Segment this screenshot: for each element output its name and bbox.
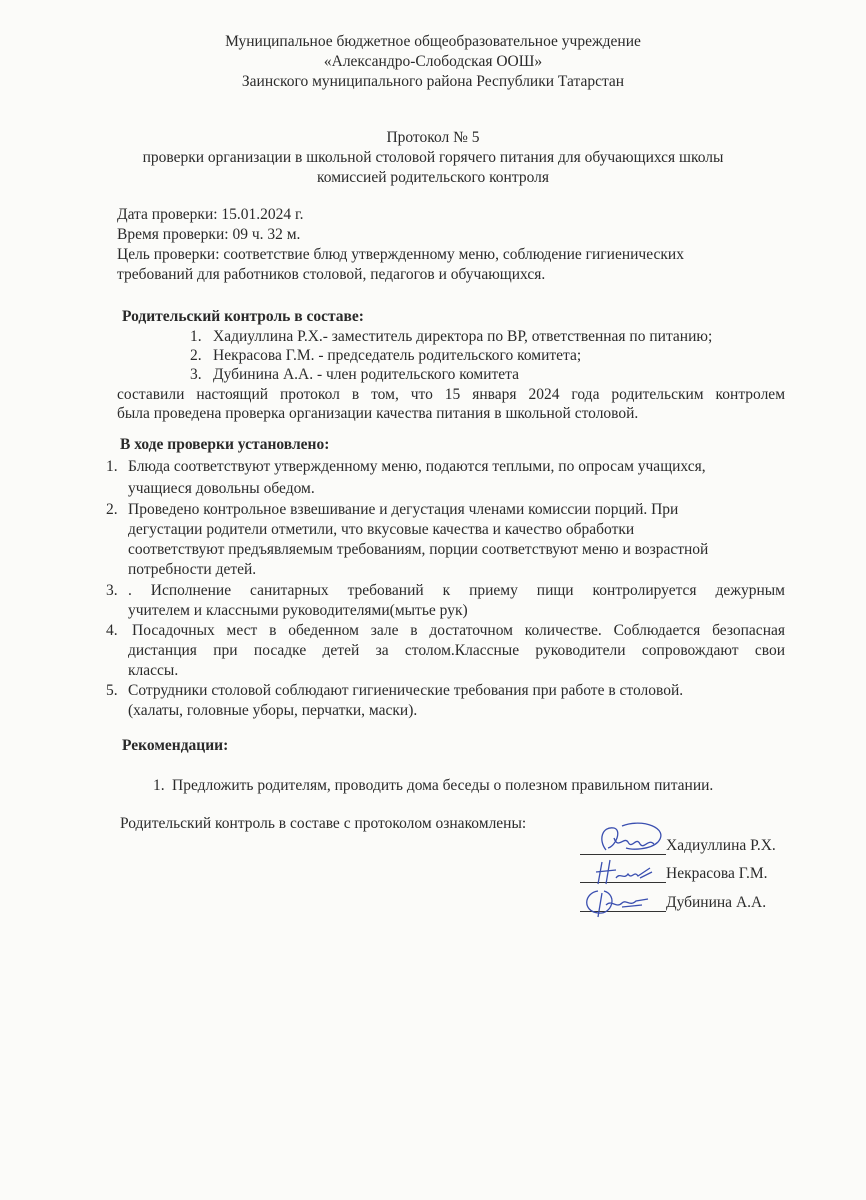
inspection-goal: Цель проверки: соответствие блюд утвержденному меню, соблюдение гигиенических	[117, 246, 684, 263]
findings-heading: В ходе проверки установлено:	[120, 436, 330, 453]
finding-item: учащиеся довольны обедом.	[128, 480, 315, 497]
signatory-name: Хадиуллина Р.Х.	[666, 837, 776, 854]
finding-item: классы.	[128, 662, 179, 679]
protocol-title: Протокол № 5	[386, 129, 480, 146]
finding-item: соответствуют предъявляемым требованиям, порции соответствуют меню и возрастной	[128, 541, 709, 558]
member-item: Хадиуллина Р.Х.- заместитель директора по ВР, ответственная по питанию;	[213, 328, 713, 345]
district-name: Заинского муниципального района Республики Татарстан	[241, 73, 625, 90]
member-number: 1.	[190, 328, 202, 345]
inspection-time: Время проверки: 09 ч. 32 м.	[117, 226, 301, 243]
finding-number: 4.	[106, 622, 118, 639]
finding-item: учителем и классными руководителями(мытье рук)	[128, 602, 468, 619]
statement-text-cont: была проведена проверка организации качества питания в школьной столовой.	[117, 405, 639, 422]
composition-heading: Родительский контроль в составе:	[122, 308, 364, 325]
member-item: Дубинина А.А. - член родительского комитета	[213, 366, 520, 383]
finding-number: 1.	[106, 458, 118, 475]
signature-nekrasova	[590, 858, 660, 888]
member-number: 2.	[190, 347, 202, 364]
finding-item: дегустации родители отметили, что вкусовые качества и качество обработки	[128, 521, 635, 538]
inspection-goal-cont: требований для работников столовой, педагогов и обучающихся.	[117, 266, 546, 283]
recommendation-number: 1.	[153, 777, 165, 794]
protocol-subtitle: проверки организации в школьной столовой горячего питания для обучающихся школы	[142, 149, 724, 166]
statement-text: составили настоящий протокол в том, что 15 января 2024 года родительским контролем	[117, 386, 785, 403]
member-item: Некрасова Г.М. - председатель родительского комитета;	[213, 347, 582, 364]
protocol-subtitle-2: комиссией родительского контроля	[317, 169, 549, 186]
institution-name: Муниципальное бюджетное общеобразовательное учреждение	[225, 33, 641, 50]
school-name: «Александро-Слободская ООШ»	[323, 53, 543, 70]
finding-item: . Исполнение санитарных требований к приему пищи контролируется дежурным	[128, 582, 785, 599]
finding-item: Проведено контрольное взвешивание и дегустация членами комиссии порций. При	[128, 501, 679, 518]
finding-item: потребности детей.	[128, 561, 257, 578]
finding-item: Блюда соответствуют утвержденному меню, подаются теплыми, по опросам учащихся,	[128, 458, 706, 475]
finding-item: Сотрудники столовой соблюдают гигиенические требования при работе в столовой.	[128, 682, 684, 699]
recommendation-item: Предложить родителям, проводить дома беседы о полезном правильном питании.	[172, 777, 714, 794]
signature-dubinina	[582, 885, 652, 921]
finding-item: (халаты, головные уборы, перчатки, маски).	[128, 702, 418, 719]
inspection-date: Дата проверки: 15.01.2024 г.	[117, 206, 304, 223]
signature-khadiullina	[592, 820, 672, 860]
acknowledgement-text: Родительский контроль в составе с протоколом ознакомлены:	[120, 815, 527, 832]
finding-item: Посадочных мест в обеденном зале в достаточном количестве. Соблюдается безопасная	[132, 622, 785, 639]
finding-number: 3.	[106, 582, 118, 599]
finding-number: 2.	[106, 501, 118, 518]
finding-number: 5.	[106, 682, 118, 699]
finding-item: дистанция при посадке детей за столом.Классные руководители сопровождают свои	[128, 642, 785, 659]
signatory-name: Дубинина А.А.	[666, 894, 767, 911]
recommendations-heading: Рекомендации:	[122, 737, 229, 754]
signatory-name: Некрасова Г.М.	[666, 865, 768, 882]
member-number: 3.	[190, 366, 202, 383]
